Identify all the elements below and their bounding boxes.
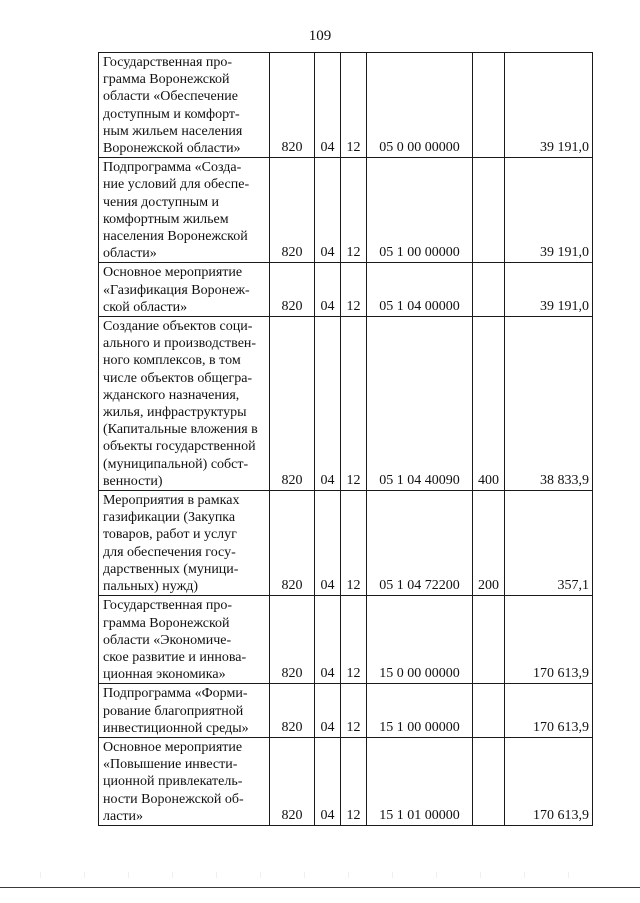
- amount-cell: 39 191,0: [505, 53, 593, 158]
- ministry-code-cell: 820: [270, 53, 315, 158]
- amount-cell: 357,1: [505, 491, 593, 596]
- amount-cell: 170 613,9: [505, 737, 593, 825]
- ministry-code-cell: 820: [270, 263, 315, 317]
- table-row: [99, 596, 593, 684]
- table-row: [99, 317, 593, 491]
- table-row: [99, 53, 593, 158]
- subsection-code-cell: 12: [341, 158, 367, 263]
- subsection-code-cell: 12: [341, 737, 367, 825]
- subsection-code-cell: 12: [341, 317, 367, 491]
- table-row: [99, 737, 593, 825]
- expense-type-cell: [473, 737, 505, 825]
- expense-type-cell: [473, 263, 505, 317]
- target-article-cell: 05 1 04 72200: [367, 491, 473, 596]
- row-name-cell: Создание объектов соци- ального и производствен- ного комплексов, в том числе объектов общегра- жданского назначения, жилья, инфраструктуры (Капитальные вложения в объекты государственной (муниципальной) собст- венности): [99, 317, 270, 491]
- page-bottom-edge: [0, 887, 640, 888]
- row-name-cell: Подпрограмма «Созда- ние условий для обеспе- чения доступным и комфортным жильем населения Воронежской области»: [99, 158, 270, 263]
- amount-cell: 170 613,9: [505, 684, 593, 738]
- section-code-cell: 04: [315, 684, 341, 738]
- expense-type-cell: 400: [473, 317, 505, 491]
- row-name-cell: Основное мероприятие «Газификация Воронеж- ской области»: [99, 263, 270, 317]
- table-row: [99, 263, 593, 317]
- table-row: [99, 158, 593, 263]
- subsection-code-cell: 12: [341, 684, 367, 738]
- amount-cell: 170 613,9: [505, 596, 593, 684]
- expense-type-cell: [473, 684, 505, 738]
- ministry-code-cell: 820: [270, 317, 315, 491]
- subsection-code-cell: 12: [341, 491, 367, 596]
- ministry-code-cell: 820: [270, 684, 315, 738]
- subsection-code-cell: 12: [341, 263, 367, 317]
- expense-type-cell: [473, 596, 505, 684]
- row-name-cell: Основное мероприятие «Повышение инвести- ционной привлекатель- ности Воронежской об- ласти»: [99, 737, 270, 825]
- amount-cell: 39 191,0: [505, 158, 593, 263]
- target-article-cell: 05 1 04 40090: [367, 317, 473, 491]
- ministry-code-cell: 820: [270, 737, 315, 825]
- ministry-code-cell: 820: [270, 596, 315, 684]
- target-article-cell: 15 0 00 00000: [367, 596, 473, 684]
- section-code-cell: 04: [315, 53, 341, 158]
- target-article-cell: 05 1 00 00000: [367, 158, 473, 263]
- budget-table-body: [99, 53, 593, 826]
- subsection-code-cell: 12: [341, 53, 367, 158]
- expense-type-cell: [473, 53, 505, 158]
- scan-noise: [40, 872, 600, 878]
- section-code-cell: 04: [315, 737, 341, 825]
- expense-type-cell: 200: [473, 491, 505, 596]
- ministry-code-cell: 820: [270, 158, 315, 263]
- section-code-cell: 04: [315, 491, 341, 596]
- target-article-cell: 05 1 04 00000: [367, 263, 473, 317]
- section-code-cell: 04: [315, 263, 341, 317]
- page-number: 109: [308, 28, 332, 44]
- section-code-cell: 04: [315, 158, 341, 263]
- row-name-cell: Государственная про- грамма Воронежской области «Обеспечение доступным и комфорт- ным жильем населения Воронежской области»: [99, 53, 270, 158]
- target-article-cell: 05 0 00 00000: [367, 53, 473, 158]
- table-row: [99, 491, 593, 596]
- amount-cell: 38 833,9: [505, 317, 593, 491]
- expense-type-cell: [473, 158, 505, 263]
- amount-cell: 39 191,0: [505, 263, 593, 317]
- ministry-code-cell: 820: [270, 491, 315, 596]
- subsection-code-cell: 12: [341, 596, 367, 684]
- target-article-cell: 15 1 01 00000: [367, 737, 473, 825]
- section-code-cell: 04: [315, 596, 341, 684]
- row-name-cell: Государственная про- грамма Воронежской области «Экономиче- ское развитие и иннова- ционная экономика»: [99, 596, 270, 684]
- section-code-cell: 04: [315, 317, 341, 491]
- target-article-cell: 15 1 00 00000: [367, 684, 473, 738]
- row-name-cell: Подпрограмма «Форми- рование благоприятной инвестиционной среды»: [99, 684, 270, 738]
- budget-table: [98, 52, 593, 826]
- row-name-cell: Мероприятия в рамках газификации (Закупка товаров, работ и услуг для обеспечения госу- дарственных (муници- пальных) нужд): [99, 491, 270, 596]
- table-row: [99, 684, 593, 738]
